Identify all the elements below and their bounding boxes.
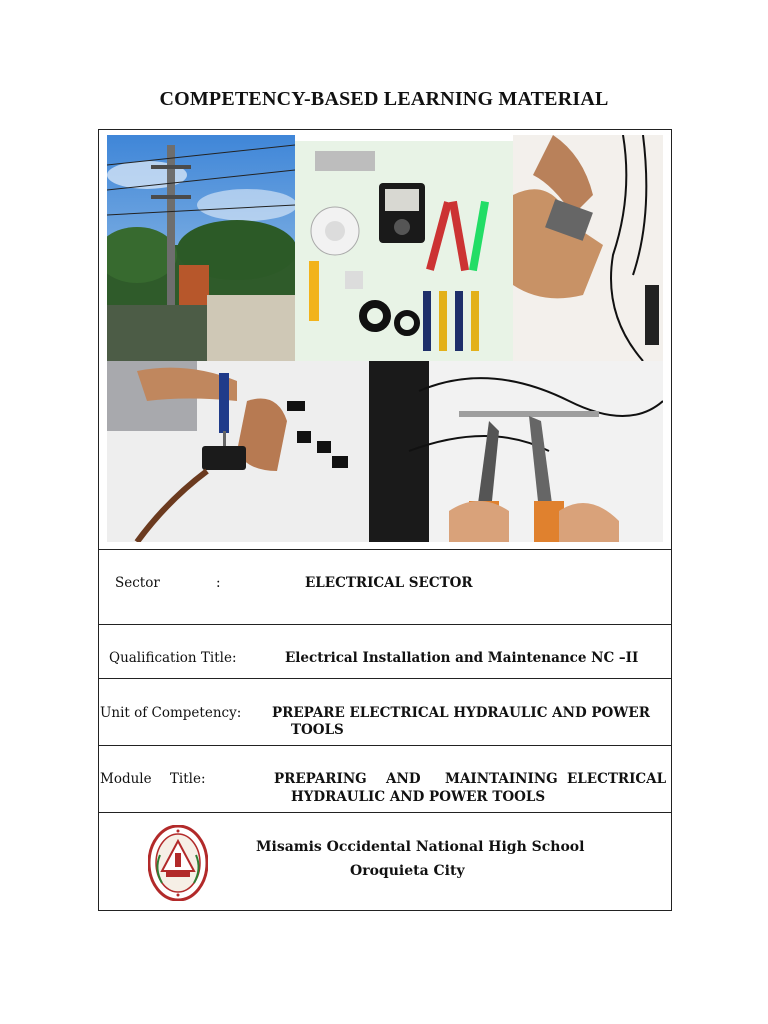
utility-pole-photo bbox=[107, 135, 295, 361]
divider-unit bbox=[98, 745, 672, 746]
qualification-label: Qualification Title: bbox=[109, 650, 237, 666]
divider-qualification bbox=[98, 678, 672, 679]
screwdriver-outlet-photo bbox=[107, 361, 369, 542]
module-value-line2: HYDRAULIC AND POWER TOOLS bbox=[291, 789, 546, 805]
sector-value: ELECTRICAL SECTOR bbox=[305, 575, 473, 591]
module-word-and: AND bbox=[386, 771, 421, 787]
divider-photos bbox=[98, 549, 672, 550]
school-name: Misamis Occidental National High School bbox=[256, 839, 585, 855]
unit-value-line2: TOOLS bbox=[291, 722, 344, 738]
module-word-preparing: PREPARING bbox=[274, 771, 367, 787]
module-label: Module Title: bbox=[100, 771, 206, 787]
school-city: Oroquieta City bbox=[350, 863, 465, 879]
tools-layout-photo bbox=[295, 141, 513, 361]
sector-label: Sector bbox=[115, 575, 160, 591]
divider-module bbox=[98, 812, 672, 813]
unit-value-line1: PREPARE ELECTRICAL HYDRAULIC AND POWER bbox=[272, 705, 650, 721]
divider-sector bbox=[98, 624, 672, 625]
module-word-maintaining: MAINTAINING bbox=[445, 771, 558, 787]
qualification-value: Electrical Installation and Maintenance NC –II bbox=[285, 650, 639, 666]
document-title: COMPETENCY-BASED LEARNING MATERIAL bbox=[159, 88, 609, 110]
pliers-cutting-wire-photo bbox=[369, 361, 663, 542]
sector-colon: : bbox=[216, 575, 221, 591]
school-seal-icon bbox=[148, 825, 208, 901]
wire-stripping-photo bbox=[513, 135, 663, 361]
unit-label: Unit of Competency: bbox=[100, 705, 242, 721]
module-word-electrical: ELECTRICAL bbox=[567, 771, 667, 787]
